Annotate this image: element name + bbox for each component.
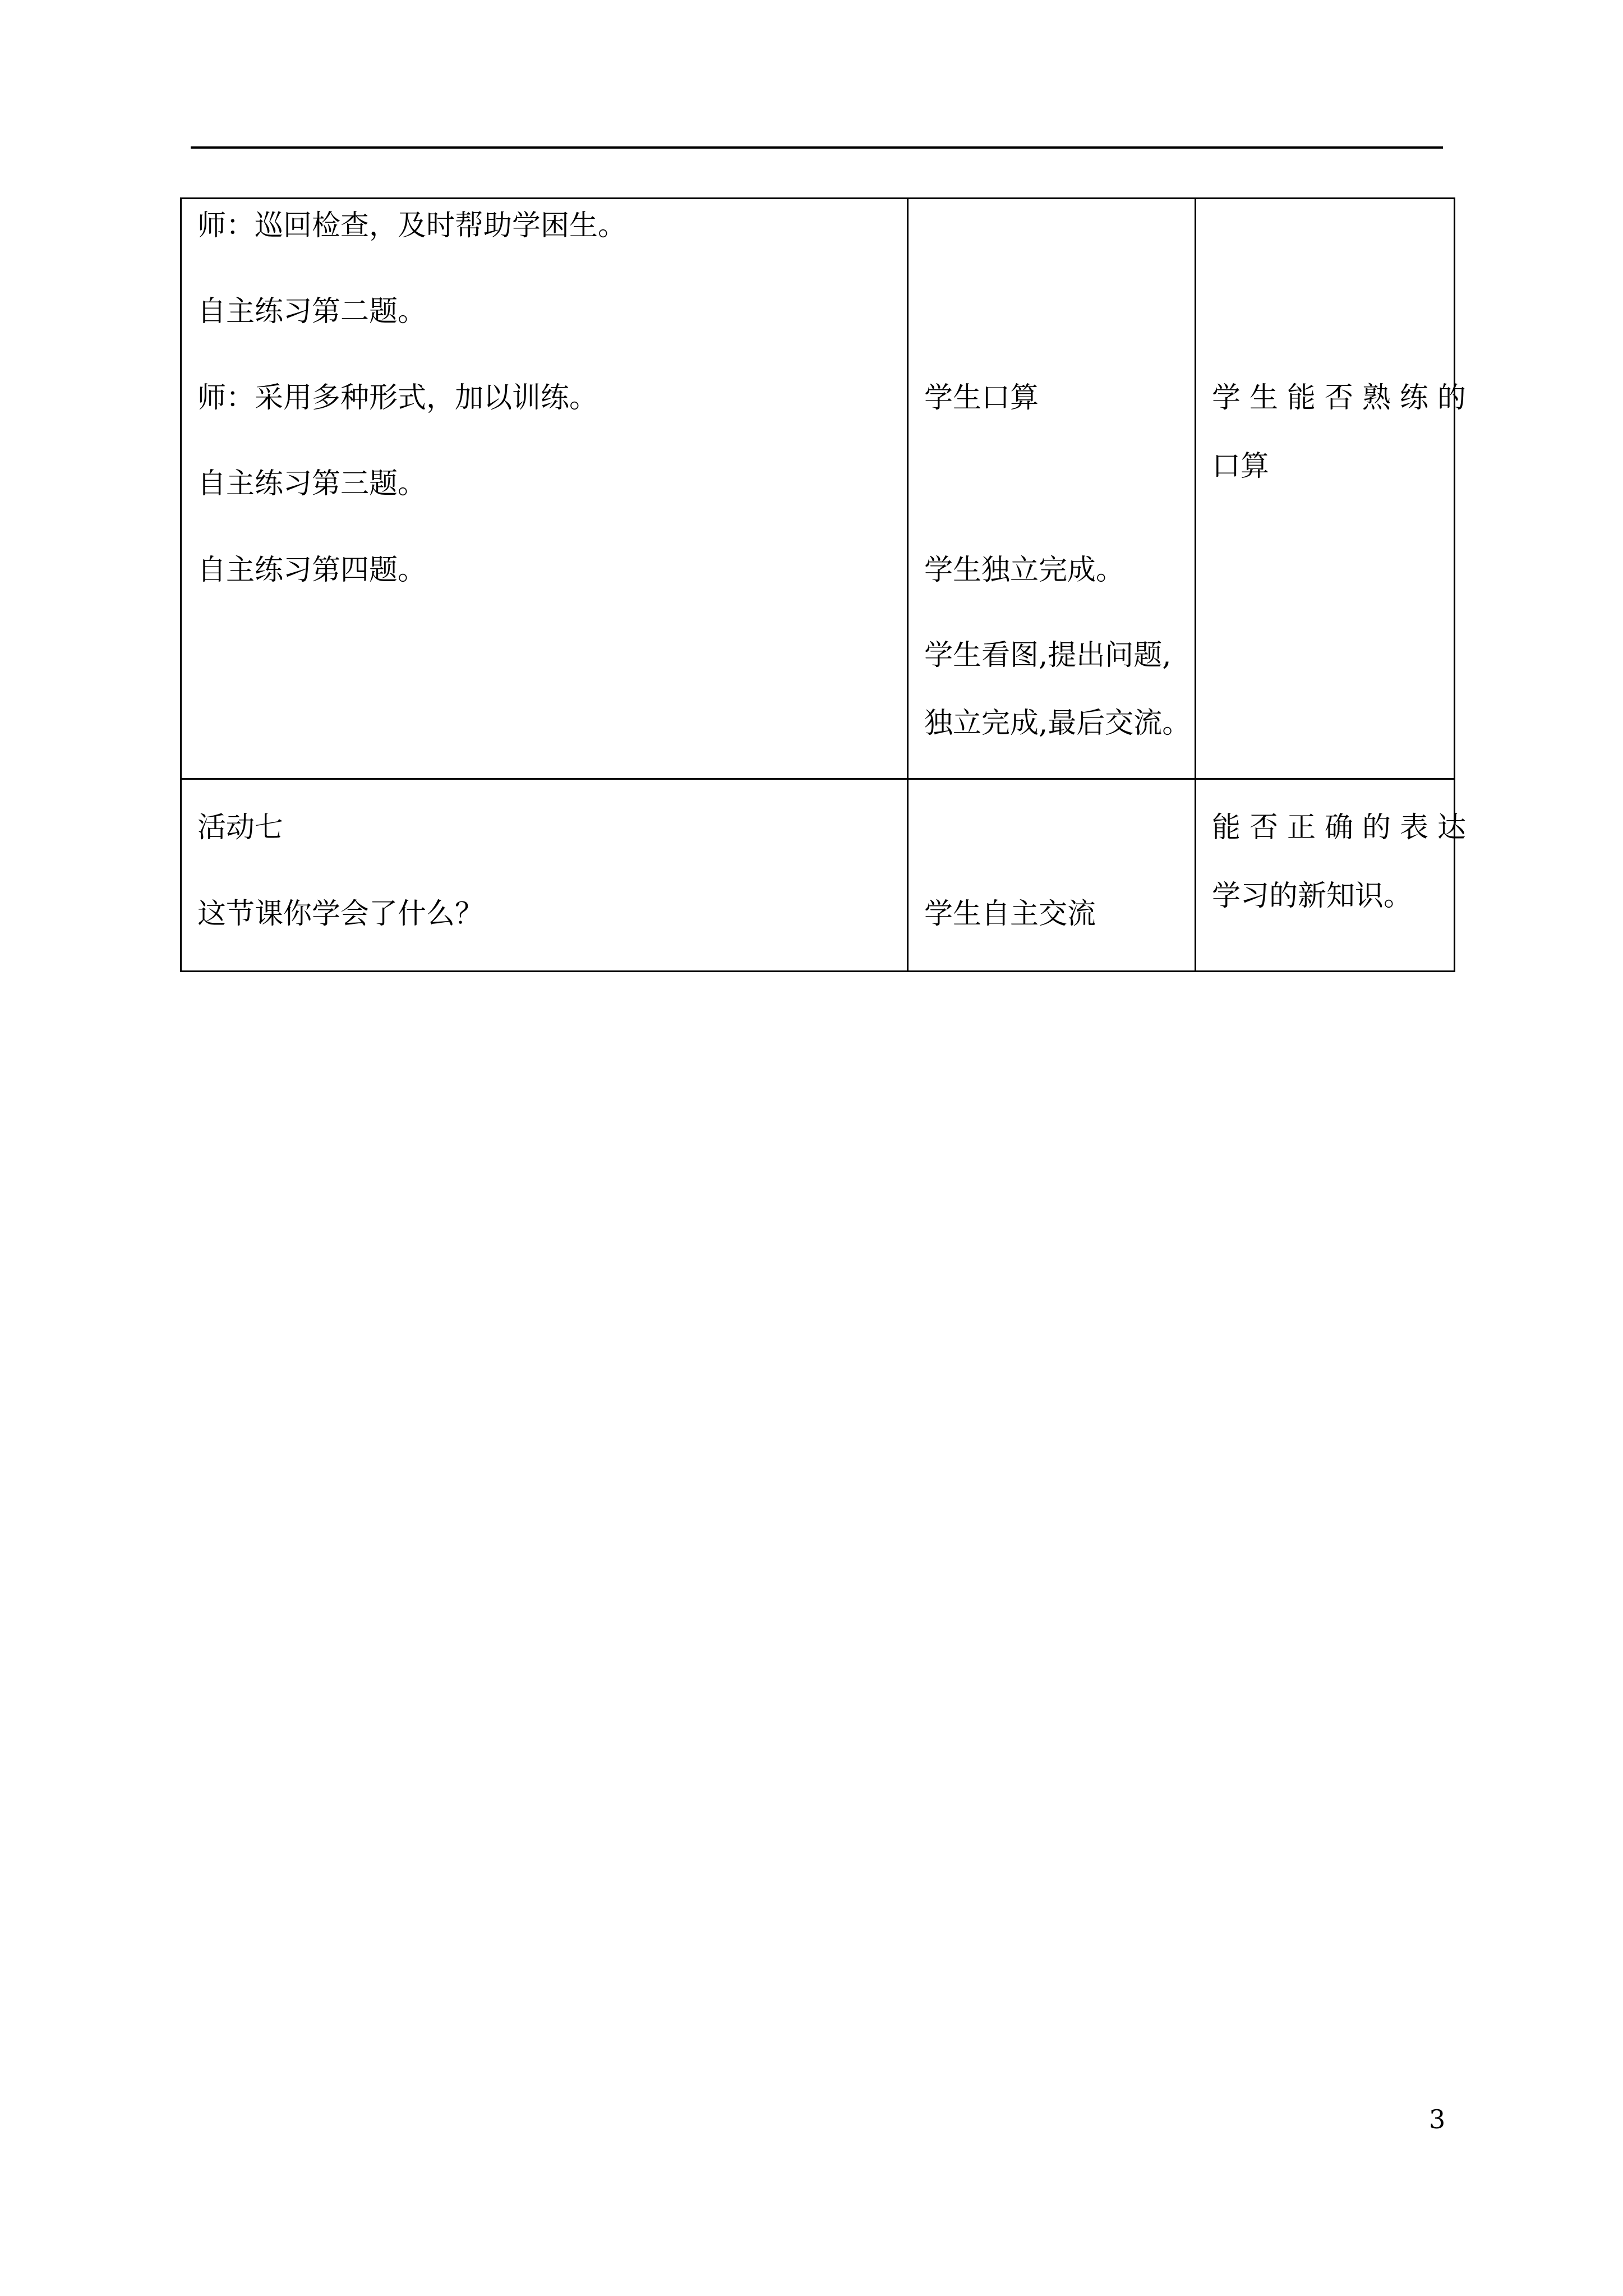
student-activity-cell <box>908 199 1196 779</box>
teacher-line: 活动七 <box>197 811 284 844</box>
student-line: 学生自主交流 <box>924 898 1096 931</box>
evaluation-cell <box>1196 199 1476 779</box>
student-line: 独立完成,最后交流。 <box>924 707 1191 740</box>
teacher-line: 自主练习第三题。 <box>197 467 427 500</box>
teacher-line: 这节课你学会了什么？ <box>197 898 484 931</box>
page-number: 3 <box>1429 2104 1446 2134</box>
teacher-activity-cell <box>181 779 908 972</box>
evaluation-line: 口算 <box>1212 450 1270 483</box>
teacher-line: 自主练习第四题。 <box>197 554 427 587</box>
evaluation-line: 学生能否熟练的 <box>1212 381 1476 415</box>
teacher-line: 师：巡回检查，及时帮助学困生。 <box>197 209 627 242</box>
evaluation-line: 能否正确的表达 <box>1212 811 1476 844</box>
table-row <box>181 779 1455 972</box>
header-rule <box>191 146 1443 149</box>
lesson-plan-table <box>180 197 1476 972</box>
student-line: 学生独立完成。 <box>924 554 1125 587</box>
evaluation-line: 学习的新知识。 <box>1212 880 1413 913</box>
student-activity-cell <box>908 779 1196 972</box>
teacher-line: 师：采用多种形式，加以训练。 <box>197 381 598 415</box>
evaluation-cell <box>1196 779 1476 972</box>
teacher-activity-cell <box>181 199 908 779</box>
student-line: 学生看图,提出问题, <box>924 639 1172 672</box>
student-line: 学生口算 <box>924 381 1039 415</box>
table-row <box>181 199 1455 779</box>
teacher-line: 自主练习第二题。 <box>197 295 427 328</box>
